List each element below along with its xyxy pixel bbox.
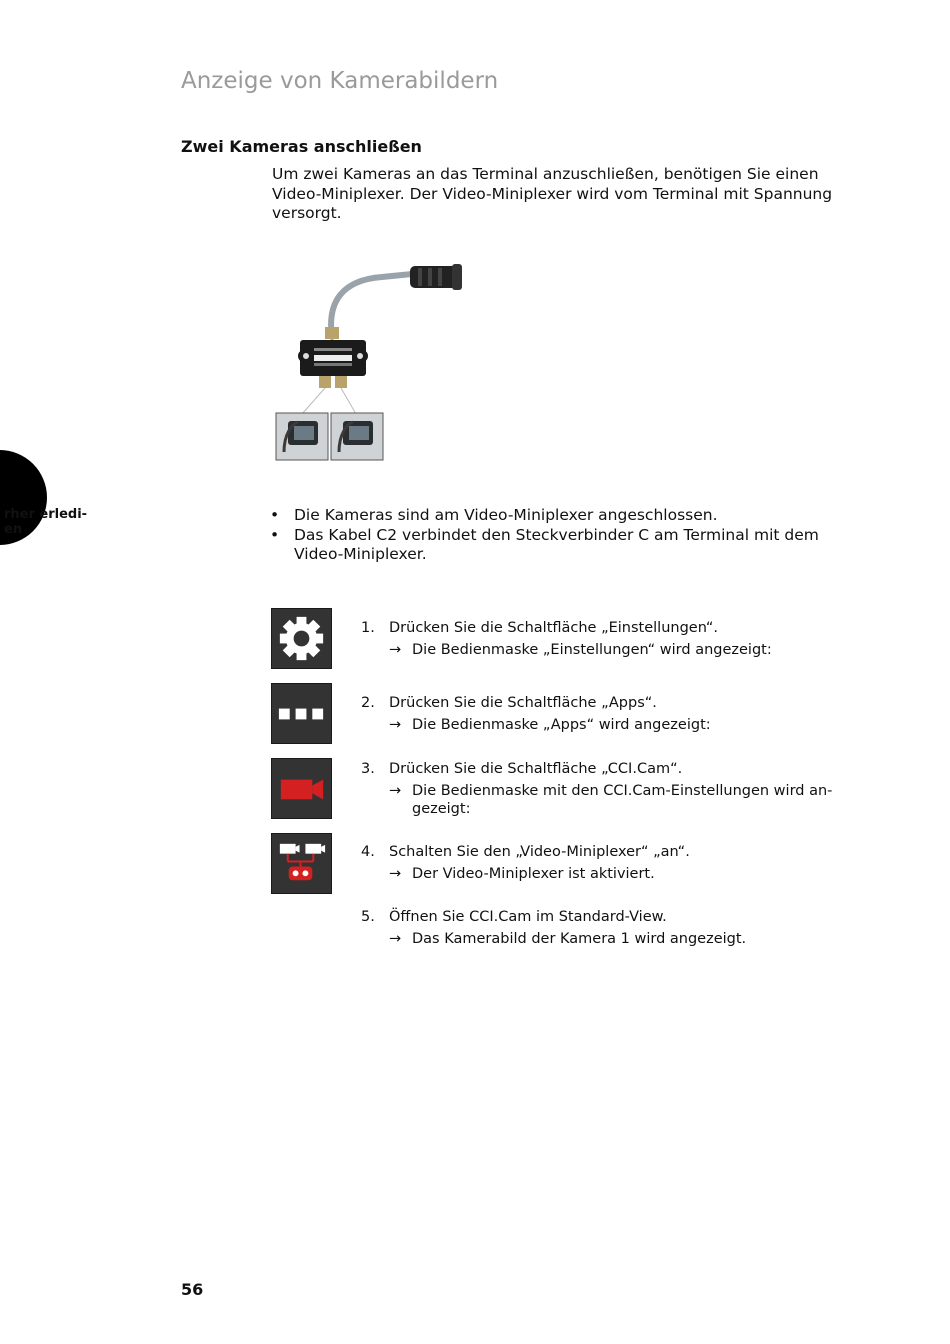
apps-icon <box>271 683 332 744</box>
margin-note-line1: rher erledi- <box>4 507 88 522</box>
step-2 <box>361 694 851 734</box>
margin-note <box>4 507 134 537</box>
step-result-text: Der Video-Miniplexer ist aktiviert. <box>412 866 655 882</box>
camera-icon <box>271 758 332 819</box>
miniplexer-icon <box>271 833 332 894</box>
result-arrow-icon: → <box>389 866 402 882</box>
intro-paragraph: Um zwei Kameras an das Terminal anzuschließen, benötigen Sie einen Video-Miniplexer. Der Video-Miniplexer wird vom Terminal mit Spannung versorgt. <box>272 165 833 222</box>
step-text: Öffnen Sie CCI.Cam im Standard-View. <box>389 909 667 925</box>
step-4 <box>361 843 851 883</box>
step-number: 4. <box>361 844 375 860</box>
step-text: Drücken Sie die Schaltfläche „Einstellungen“. <box>389 620 718 636</box>
chapter-title: Anzeige von Kamerabildern <box>181 68 499 94</box>
list-item: • Die Kameras sind am Video-Miniplexer angeschlossen. <box>270 506 870 526</box>
miniplexer-photo <box>272 262 472 467</box>
step-1 <box>361 619 851 659</box>
result-arrow-icon: → <box>389 642 402 658</box>
step-result <box>389 716 851 734</box>
step-5 <box>361 908 851 948</box>
step-result <box>389 930 851 948</box>
prerequisite-list <box>270 506 870 565</box>
page-number: 56 <box>181 1280 204 1299</box>
step-3 <box>361 760 851 818</box>
result-arrow-icon: → <box>389 931 402 947</box>
step-number: 5. <box>361 909 375 925</box>
gear-icon <box>271 608 332 669</box>
step-text: Schalten Sie den „Video-Miniplexer“ „an“. <box>389 844 690 860</box>
step-result <box>389 782 851 818</box>
step-result <box>389 865 851 883</box>
list-item: • Das Kabel C2 verbindet den Steckverbinder C am Terminal mit dem Video-Miniplexer. <box>270 526 870 565</box>
step-result-text: Die Bedienmaske „Einstellungen“ wird angezeigt: <box>412 642 772 658</box>
result-arrow-icon: → <box>389 783 402 799</box>
step-text: Drücken Sie die Schaltfläche „Apps“. <box>389 695 657 711</box>
step-number: 3. <box>361 761 375 777</box>
step-number: 2. <box>361 695 375 711</box>
step-result-text: Die Bedienmaske „Apps“ wird angezeigt: <box>412 717 711 733</box>
step-result-text: Die Bedienmaske mit den CCI.Cam-Einstellungen wird an-gezeigt: <box>412 783 833 817</box>
section-title: Zwei Kameras anschließen <box>181 137 422 156</box>
margin-note-line2: en <box>4 522 23 537</box>
step-text: Drücken Sie die Schaltfläche „CCI.Cam“. <box>389 761 683 777</box>
step-result-text: Das Kamerabild der Kamera 1 wird angezeigt. <box>412 931 747 947</box>
step-number: 1. <box>361 620 375 636</box>
step-result <box>389 641 851 659</box>
result-arrow-icon: → <box>389 717 402 733</box>
